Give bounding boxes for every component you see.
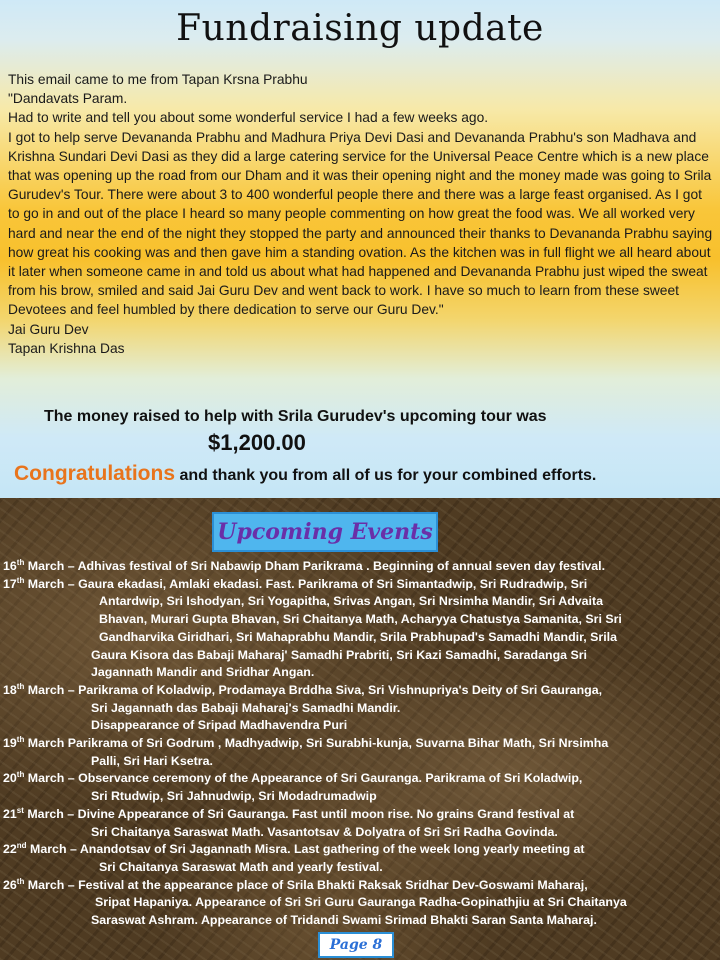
event-day-suffix: st: [16, 805, 24, 815]
event-description-continued: Bhavan, Murari Gupta Bhavan, Sri Chaitanya Math, Acharyya Chatustya Samanita, Sri Sri: [99, 612, 622, 627]
event-description-continued: Sripat Hapaniya. Appearance of Sri Sri Guru Gauranga Radha-Gopinathjiu at Sri Chaitanya: [95, 895, 627, 910]
event-description-continued: Gaura Kisora das Babaji Maharaj' Samadhi Prabriti, Sri Kazi Samadhi, Saradanga Sri: [91, 647, 587, 662]
letter-signoff: Jai Guru Dev: [8, 321, 89, 337]
event-day: 17: [3, 576, 17, 591]
event-heading: [3, 558, 720, 576]
event-day-suffix: th: [16, 876, 25, 886]
event-description-continued: Antardwip, Sri Ishodyan, Sri Yogapitha, Srivas Angan, Sri Nrsimha Mandir, Sri Advaita: [99, 594, 604, 609]
letter-line: This email came to me from Tapan Krsna Prabhu: [8, 72, 308, 87]
event-heading: [3, 682, 720, 700]
events-list: [3, 558, 720, 930]
event-description-continued: Sri Chaitanya Saraswat Math and yearly festival.: [99, 859, 383, 874]
event-item: [3, 770, 720, 805]
event-day: 21: [3, 806, 17, 821]
event-day: 22: [3, 842, 17, 857]
event-day-suffix: th: [16, 681, 25, 691]
event-heading: [3, 735, 720, 753]
event-description-continued: Gandharvika Giridhari, Sri Mahaprabhu Mandir, Srila Prabhupad's Samadhi Mandir, Srila: [99, 629, 617, 644]
event-description: March – Festival at the appearance place of Srila Bhakti Raksak Sridhar Dev-Goswami Maharaj,: [24, 877, 588, 892]
congratulations-line: [14, 462, 596, 486]
event-item: [3, 682, 720, 735]
event-item: [3, 877, 720, 930]
event-day: 26: [3, 877, 17, 892]
email-letter: [8, 70, 716, 358]
event-heading: [3, 877, 720, 895]
event-day: 16: [3, 559, 17, 573]
event-description-continued: Sri Jagannath das Babaji Maharaj's Samadhi Mandir.: [91, 700, 401, 715]
money-raised-text: The money raised to help with Srila Gurudev's upcoming tour was: [44, 408, 547, 425]
page-number-badge: Page 8: [318, 932, 394, 958]
page-title: Fundraising update: [176, 8, 544, 49]
event-heading: [3, 576, 720, 594]
letter-line: Had to write and tell you about some wonderful service I had a few weeks ago.: [8, 110, 489, 126]
event-day: 20: [3, 771, 17, 786]
event-description-continued: Saraswat Ashram. Appearance of Tridandi Swami Srimad Bhakti Saran Santa Maharaj.: [91, 913, 597, 928]
event-description: March – Observance ceremony of the Appearance of Sri Gauranga. Parikrama of Sri Koladwip,: [24, 771, 583, 786]
event-heading: [3, 806, 720, 824]
event-description: March – Parikrama of Koladwip, Prodamaya Brddha Siva, Sri Vishnupriya's Deity of Sri Gauranga,: [24, 682, 603, 697]
event-description-continued: Palli, Sri Hari Ksetra.: [91, 753, 213, 768]
congratulations-word: Congratulations: [14, 462, 175, 485]
letter-body: I got to help serve Devananda Prabhu and Madhura Priya Devi Dasi and Devananda Prabhu's son Madhava and Krishna Sundari Devi Dasi as they did a large catering service for the Universal Peace Centre which is a new place that was opening up the road from our Dham and it was their opening night and the money made was going to Srila Gurudev's Tour. There were about 3 to 400 wonderful people there and there was a large feast organised. As I got to go in and out of the place I heard so many people commenting on how great the food was. We all worked very hard and near the end of the night they stopped the party and announced their thanks to Devananda Prabhu saying how great his cooking was and then gave him a standing ovation. As the kitchen was in full flight we all heard about it later when someone came in and told us about what had happened and Devananda Prabhu just wiped the sweat from his brow, smiled and said Jai Guru Dev and went back to work. I have so much to learn from these sweet Devotees and feel humbled by there dedication to serve our Guru Dev.": [8, 129, 713, 318]
event-description: March – Adhivas festival of Sri Nabawip Dham Parikrama . Beginning of annual seven day festival.: [24, 559, 606, 573]
event-item: [3, 841, 720, 876]
event-item: [3, 558, 720, 576]
event-description: March – Divine Appearance of Sri Gauranga. Fast until moon rise. No grains Grand festival at: [23, 806, 575, 821]
letter-signature: Tapan Krishna Das: [8, 340, 125, 356]
event-description: March – Gaura ekadasi, Amlaki ekadasi. Fast. Parikrama of Sri Simantadwip, Sri Rudradwip, Sri: [24, 576, 588, 591]
event-description-continued: Jagannath Mandir and Sridhar Angan.: [91, 665, 315, 680]
event-day-suffix: th: [16, 575, 25, 585]
event-item: [3, 806, 720, 841]
thank-you-text: and thank you from all of us for your combined efforts.: [175, 467, 597, 484]
event-description: March Parikrama of Sri Godrum , Madhyadwip, Sri Surabhi-kunja, Suvarna Bihar Math, Sri Nrsimha: [24, 736, 609, 751]
event-description-continued: Sri Rtudwip, Sri Jahnudwip, Sri Modadrumadwip: [91, 789, 377, 804]
upcoming-events-banner: Upcoming Events: [212, 512, 438, 552]
event-heading: [3, 770, 720, 788]
event-day: 18: [3, 682, 17, 697]
event-heading: [3, 841, 720, 859]
event-description-continued: Sri Chaitanya Saraswat Math. Vasantotsav & Dolyatra of Sri Sri Radha Govinda.: [91, 824, 558, 839]
event-day-suffix: th: [16, 734, 25, 744]
money-raised-amount: $1,200.00: [208, 430, 306, 455]
event-day-suffix: th: [16, 557, 25, 567]
letter-line: "Dandavats Param.: [8, 91, 128, 107]
event-day: 19: [3, 736, 17, 751]
event-description-continued: Disappearance of Sripad Madhavendra Puri: [91, 718, 348, 733]
event-item: [3, 735, 720, 770]
event-item: [3, 576, 720, 682]
event-day-suffix: th: [16, 770, 25, 780]
event-description: March – Anandotsav of Sri Jagannath Misra. Last gathering of the week long yearly meeting at: [26, 842, 585, 857]
event-day-suffix: nd: [16, 841, 27, 851]
